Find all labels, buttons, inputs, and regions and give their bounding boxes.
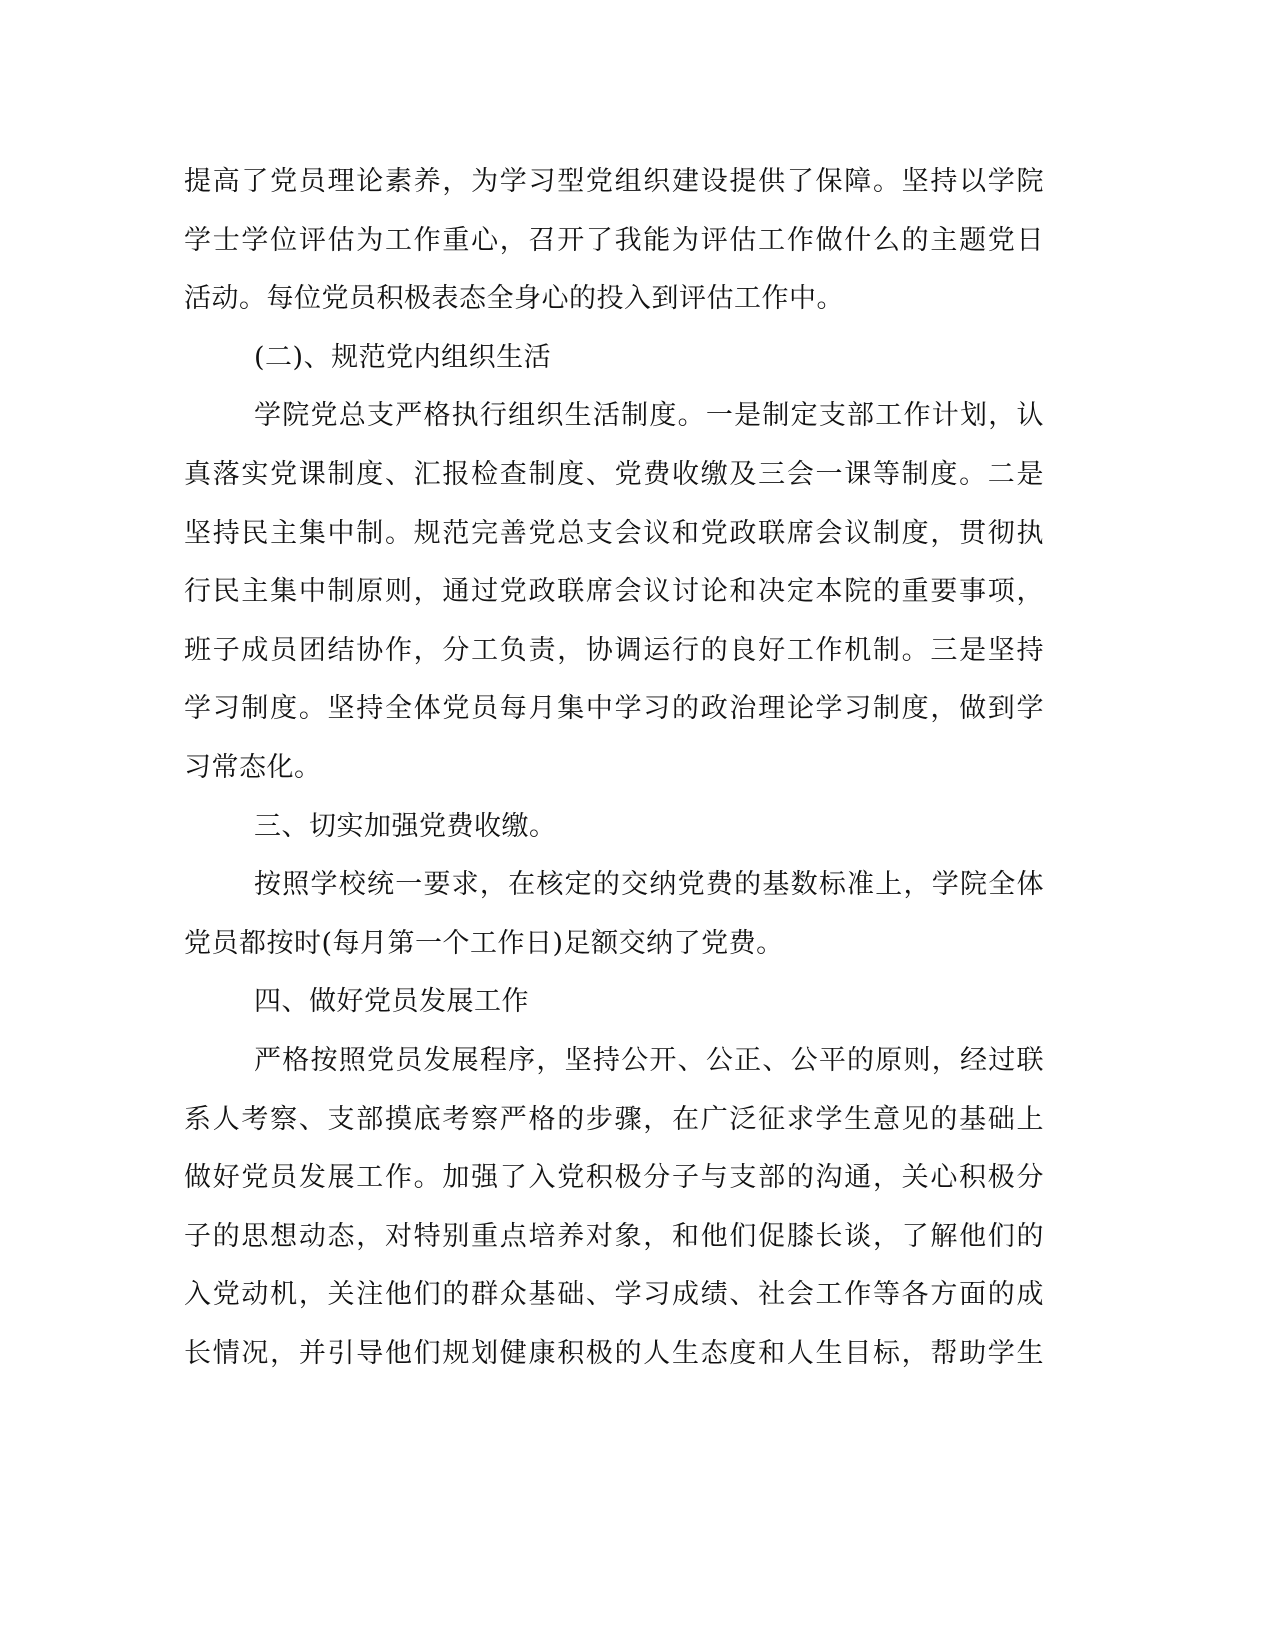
text-line: 严格按照党员发展程序，坚持公开、公正、公平的原则，经过联: [254, 1044, 1044, 1076]
text-line: 子的思想动态，对特别重点培养对象，和他们促膝长谈，了解他们的: [184, 1220, 1044, 1252]
section-heading: (二)、规范党内组织生活: [254, 341, 552, 373]
text-line: 真落实党课制度、汇报检查制度、党费收缴及三会一课等制度。二是: [184, 458, 1044, 490]
text-line: 习常态化。: [184, 751, 322, 783]
text-line: 系人考察、支部摸底考察严格的步骤，在广泛征求学生意见的基础上: [184, 1103, 1044, 1135]
text-line: 学院党总支严格执行组织生活制度。一是制定支部工作计划，认: [254, 400, 1044, 432]
text-line: 做好党员发展工作。加强了入党积极分子与支部的沟通，关心积极分: [184, 1162, 1044, 1194]
text-line: 长情况，并引导他们规划健康积极的人生态度和人生目标，帮助学生: [184, 1337, 1044, 1369]
section-heading: 三、切实加强党费收缴。: [254, 810, 557, 842]
text-line: 学习制度。坚持全体党员每月集中学习的政治理论学习制度，做到学: [184, 693, 1044, 725]
section-heading: 四、做好党员发展工作: [254, 986, 529, 1018]
text-line: 学士学位评估为工作重心，召开了我能为评估工作做什么的主题党日: [184, 224, 1044, 256]
text-line: 行民主集中制原则，通过党政联席会议讨论和决定本院的重要事项，: [184, 576, 1044, 608]
text-line: 党员都按时(每月第一个工作日)足额交纳了党费。: [184, 927, 784, 959]
text-line: 班子成员团结协作，分工负责，协调运行的良好工作机制。三是坚持: [184, 634, 1044, 666]
text-line: 入党动机，关注他们的群众基础、学习成绩、社会工作等各方面的成: [184, 1279, 1044, 1311]
document-body: [184, 153, 1044, 1383]
text-line: 提高了党员理论素养，为学习型党组织建设提供了保障。坚持以学院: [184, 166, 1044, 197]
text-line: 按照学校统一要求，在核定的交纳党费的基数标准上，学院全体: [254, 869, 1044, 901]
text-line: 坚持民主集中制。规范完善党总支会议和党政联席会议制度，贯彻执: [184, 517, 1044, 549]
text-line: 活动。每位党员积极表态全身心的投入到评估工作中。: [184, 283, 844, 315]
